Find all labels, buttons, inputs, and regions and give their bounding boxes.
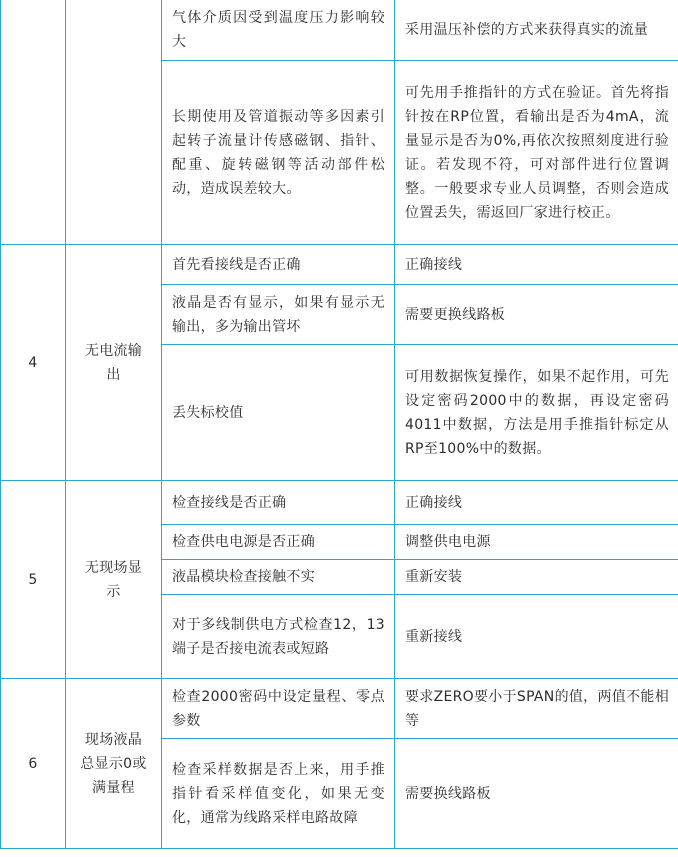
- solution-cell: 可用数据恢复操作，如果不起作用，可先设定密码2000中的数据，再设定密码4011中数据，方法是用手推指针标定从RP至100%中的数据。: [395, 345, 678, 481]
- cause-cell: 检查采样数据是否上来，用手推指针看采样值变化，如果无变化，通常为线路采样电路故障: [162, 739, 395, 849]
- row-number-cell: 5: [1, 481, 66, 679]
- solution-cell: 重新安装: [395, 560, 678, 595]
- solution-cell: 需要换线路板: [395, 739, 678, 849]
- solution-cell: 正确接线: [395, 245, 678, 285]
- solution-cell: 可先用手推指针的方式在验证。首先将指针按在RP位置，看输出是否为4mA，流量显示是否为0%,再依次按照刻度进行验证。若发现不符，可对部件进行位置调整。一般要求专业人员调整，否则会造成位置丢失，需返回厂家进行校正。: [395, 61, 678, 245]
- row-number-cell: 6: [1, 679, 66, 849]
- solution-cell: 重新接线: [395, 595, 678, 679]
- table-row: [1, 481, 678, 525]
- cause-cell: 气体介质因受到温度压力影响较大: [162, 0, 395, 61]
- table-row: [1, 679, 678, 739]
- solution-cell: 调整供电电源: [395, 525, 678, 560]
- cause-cell: 液晶是否有显示，如果有显示无输出，多为输出管坏: [162, 285, 395, 345]
- table-row: [1, 245, 678, 285]
- cause-cell: 首先看接线是否正确: [162, 245, 395, 285]
- cause-cell: 检查供电电源是否正确: [162, 525, 395, 560]
- fault-cell: 现场液晶总显示0或满量程: [66, 679, 162, 849]
- solution-cell: 要求ZERO要小于SPAN的值，两值不能相等: [395, 679, 678, 739]
- table-row: [1, 0, 678, 61]
- row-number-cell: 4: [1, 245, 66, 481]
- cause-cell: 检查2000密码中设定量程、零点参数: [162, 679, 395, 739]
- fault-cell: 无电流输出: [66, 245, 162, 481]
- fault-cell: 无现场显示: [66, 481, 162, 679]
- cause-cell: 检查接线是否正确: [162, 481, 395, 525]
- cause-cell: 液晶模块检查接触不实: [162, 560, 395, 595]
- solution-cell: 需要更换线路板: [395, 285, 678, 345]
- fault-cell: [66, 0, 162, 245]
- cause-cell: 长期使用及管道振动等多因素引起转子流量计传感磁钢、指针、配重、旋转磁钢等活动部件松动，造成误差较大。: [162, 61, 395, 245]
- solution-cell: 正确接线: [395, 481, 678, 525]
- row-number-cell: [1, 0, 66, 245]
- cause-cell: 对于多线制供电方式检查12，13端子是否接电流表或短路: [162, 595, 395, 679]
- cause-cell: 丢失标校值: [162, 345, 395, 481]
- solution-cell: 采用温压补偿的方式来获得真实的流量: [395, 0, 678, 61]
